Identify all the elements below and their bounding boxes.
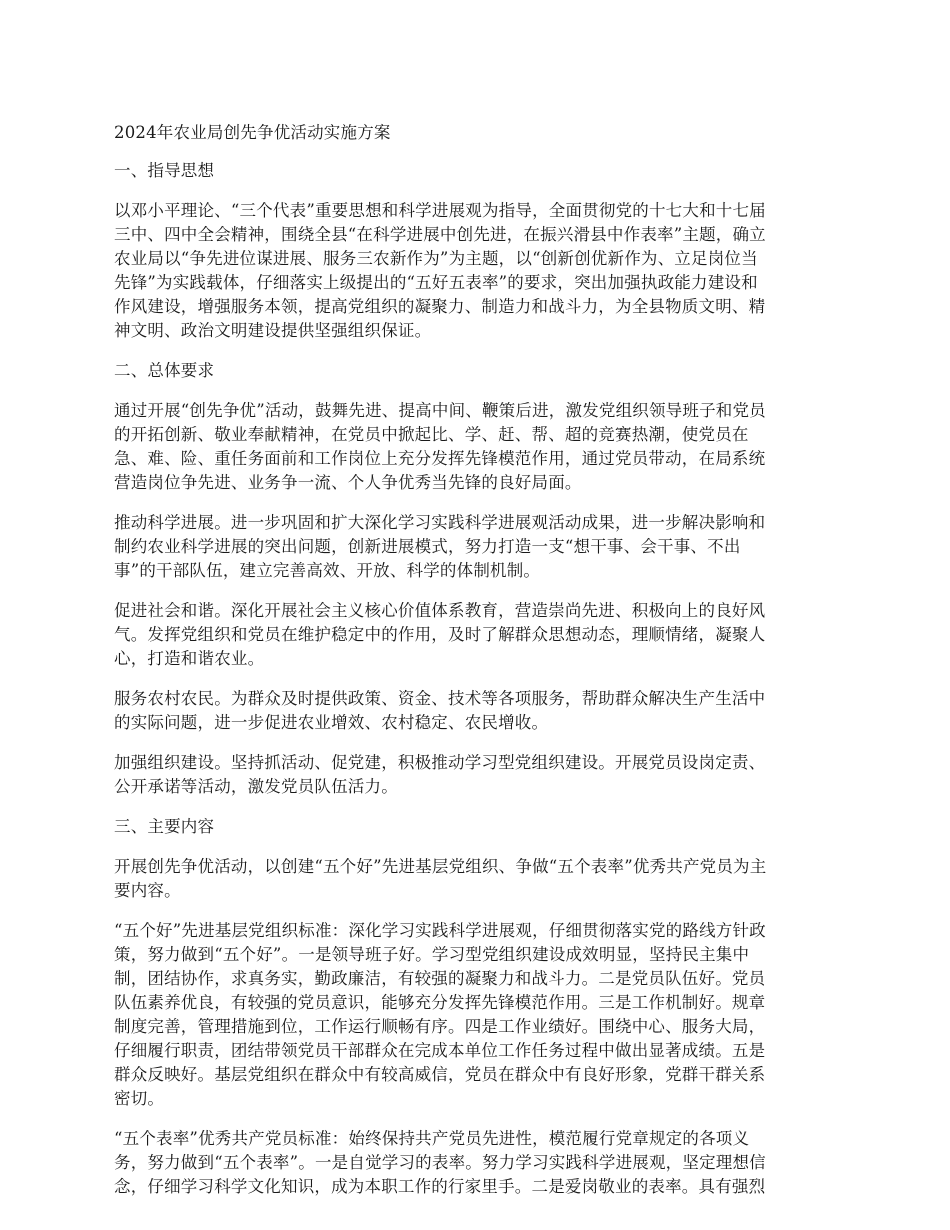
section-heading-guiding-ideology: 一、指导思想	[114, 161, 215, 180]
paragraph: “五个表率”优秀共产党员标准：始终保持共产党员先进性，模范履行党章规定的各项义 务，努力做到“五个表率”。一是自觉学习的表率。努力学习实践科学进展观，坚定理想信 念，仔细学习科学文化知识，成为本职工作的行家里手。二是爱岗敬业的表率。具有强烈	[114, 1129, 766, 1196]
paragraph: 促进社会和谐。深化开展社会主义核心价值体系教育，营造崇尚先进、积极向上的良好风 气。发挥党组织和党员在维护稳定中的作用，及时了解群众思想动态，理顺情绪，凝聚人 心，打造和谐农业。	[114, 601, 766, 668]
paragraph: 开展创先争优活动，以创建“五个好”先进基层党组织、争做“五个表率”优秀共产党员为主 要内容。	[114, 857, 767, 900]
paragraph: 以邓小平理论、“三个代表”重要思想和科学进展观为指导，全面贯彻党的十七大和十七届 三中、四中全会精神，围绕全县“在科学进展中创先进，在振兴滑县中作表率”主题，确立 农业局以“争先进位谋进展、服务三农新作为”为主题，以“创新创优新作为、立足岗位当 先锋”为实践载体，仔细落实上级提出的“五好五表率”的要求，突出加强执政能力建设和 作风建设，增强服务本领，提高党组织的凝聚力、制造力和战斗力，为全县物质文明、精 神文明、政治文明建设提供坚强组织保证。	[114, 201, 766, 340]
paragraph: “五个好”先进基层党组织标准：深化学习实践科学进展观，仔细贯彻落实党的路线方针政 策，努力做到“五个好”。一是领导班子好。学习型党组织建设成效明显，坚持民主集中 制，团结协作，求真务实，勤政廉洁，有较强的凝聚力和战斗力。二是党员队伍好。党员 队伍素养优良，有较强的党员意识，能够充分发挥先锋模范作用。三是工作机制好。规章 制度完善，管理措施到位，工作运行顺畅有序。四是工作业绩好。围绕中心、服务大局， 仔细履行职责，团结带领党员干部群众在完成本单位工作任务过程中做出显著成绩。五是 群众反映好。基层党组织在群众中有较高威信，党员在群众中有良好形象，党群干群关系 密切。	[114, 921, 766, 1108]
paragraph: 推动科学进展。进一步巩固和扩大深化学习实践科学进展观活动成果，进一步解决影响和 制约农业科学进展的突出问题，创新进展模式，努力打造一支“想干事、会干事、不出 事”的干部队伍，建立完善高效、开放、科学的体制机制。	[114, 513, 766, 580]
section-heading-main-content: 三、主要内容	[114, 817, 215, 836]
document-title: 2024年农业局创先争优活动实施方案	[114, 123, 391, 142]
section-heading-overall-requirements: 二、总体要求	[114, 361, 215, 380]
paragraph: 服务农村农民。为群众及时提供政策、资金、技术等各项服务，帮助群众解决生产生活中 的实际问题，进一步促进农业增效、农村稳定、农民增收。	[114, 689, 766, 732]
paragraph: 加强组织建设。坚持抓活动、促党建，积极推动学习型党组织建设。开展党员设岗定责、 公开承诺等活动，激发党员队伍活力。	[114, 753, 766, 796]
paragraph: 通过开展“创先争优”活动，鼓舞先进、提高中间、鞭策后进，激发党组织领导班子和党员 的开拓创新、敬业奉献精神，在党员中掀起比、学、赶、帮、超的竞赛热潮，使党员在 急、难、险、重任务面前和工作岗位上充分发挥先锋模范作用，通过党员带动，在局系统 营造岗位争先进、业务争一流、个人争优秀当先锋的良好局面。	[114, 401, 766, 492]
